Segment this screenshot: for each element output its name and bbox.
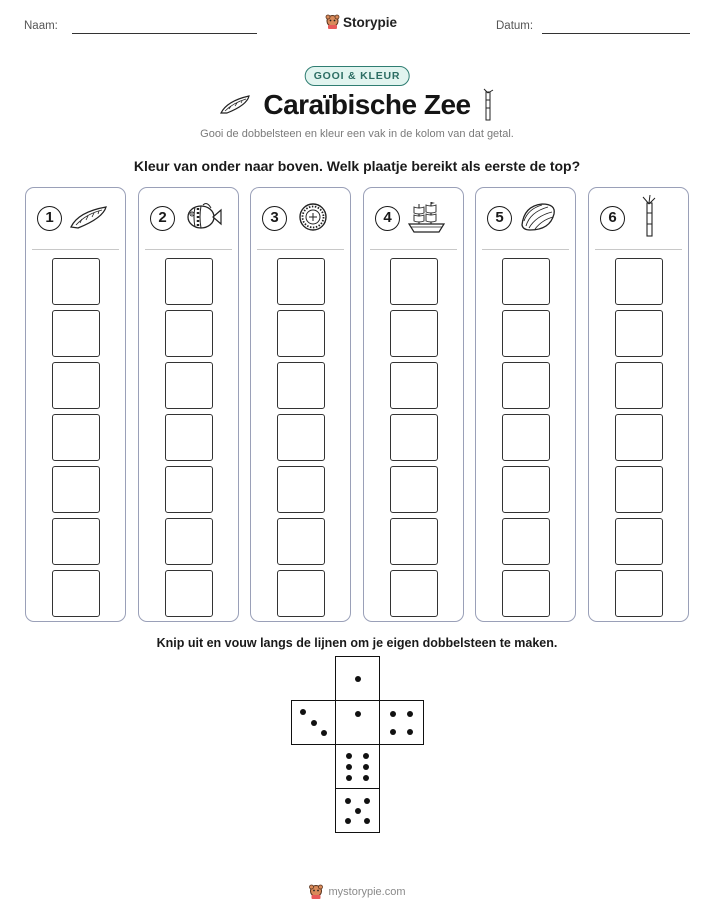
sugar-cane-icon	[631, 194, 673, 238]
instruction: Kleur van onder naar boven. Welk plaatje bereikt als eerste de top?	[133, 158, 581, 174]
ship-icon	[406, 200, 448, 236]
name-label: Naam:	[24, 20, 58, 32]
color-box[interactable]	[165, 518, 213, 565]
title-row	[0, 88, 714, 122]
color-box[interactable]	[615, 570, 663, 617]
column-header	[251, 188, 350, 248]
die-pip	[407, 729, 413, 735]
page-title: Caraïbische Zee	[263, 89, 471, 120]
brand-logo	[325, 14, 397, 30]
column-separator	[145, 249, 232, 250]
die-pip	[363, 753, 369, 759]
storypie-mascot-icon	[325, 14, 340, 30]
color-box[interactable]	[390, 414, 438, 461]
die-pip	[390, 729, 396, 735]
color-box[interactable]	[52, 570, 100, 617]
color-box[interactable]	[615, 414, 663, 461]
color-box[interactable]	[52, 414, 100, 461]
color-box[interactable]	[277, 414, 325, 461]
color-box[interactable]	[52, 310, 100, 357]
color-box[interactable]	[277, 258, 325, 305]
die-face-6	[335, 744, 380, 789]
column-header	[476, 188, 575, 248]
column-5	[475, 187, 576, 622]
column-2	[138, 187, 239, 622]
column-separator	[370, 249, 457, 250]
color-box[interactable]	[165, 414, 213, 461]
color-box[interactable]	[165, 570, 213, 617]
color-box[interactable]	[502, 258, 550, 305]
color-box[interactable]	[390, 362, 438, 409]
color-box[interactable]	[277, 362, 325, 409]
color-box[interactable]	[615, 518, 663, 565]
column-separator	[257, 249, 344, 250]
die-pip	[363, 764, 369, 770]
color-box[interactable]	[277, 310, 325, 357]
brand-name: Storypie	[343, 14, 398, 30]
color-box[interactable]	[390, 518, 438, 565]
color-box[interactable]	[502, 310, 550, 357]
color-box[interactable]	[615, 310, 663, 357]
die-pip	[355, 711, 361, 717]
die-pip	[311, 720, 317, 726]
die-pip	[390, 711, 396, 717]
color-box[interactable]	[165, 466, 213, 513]
cocoa-pod-icon	[518, 200, 560, 234]
die-pip	[345, 798, 351, 804]
color-box[interactable]	[277, 570, 325, 617]
column-number: 3	[262, 206, 287, 231]
color-box[interactable]	[52, 518, 100, 565]
color-box[interactable]	[615, 258, 663, 305]
column-separator	[595, 249, 682, 250]
die-pip	[364, 818, 370, 824]
color-box[interactable]	[502, 570, 550, 617]
die-instruction: Knip uit en vouw langs de lijnen om je eigen dobbelsteen te maken.	[156, 636, 558, 650]
die-pip	[346, 775, 352, 781]
color-box[interactable]	[165, 310, 213, 357]
color-box[interactable]	[277, 466, 325, 513]
footer-url[interactable]: mystorypie.com	[328, 886, 406, 898]
color-box[interactable]	[615, 362, 663, 409]
footer	[0, 884, 714, 900]
die-face-1	[335, 700, 380, 745]
die-pip	[346, 753, 352, 759]
fish-icon	[181, 200, 223, 234]
die-face-5	[335, 788, 380, 833]
color-box[interactable]	[277, 518, 325, 565]
column-number: 5	[487, 206, 512, 231]
die-face-3	[291, 700, 336, 745]
column-1	[25, 187, 126, 622]
name-line	[72, 33, 257, 34]
die-pip	[355, 676, 361, 682]
die-face-4	[379, 700, 424, 745]
color-box[interactable]	[165, 362, 213, 409]
column-separator	[32, 249, 119, 250]
color-box[interactable]	[502, 362, 550, 409]
canoe-icon	[219, 93, 253, 117]
column-6	[588, 187, 689, 622]
color-box[interactable]	[165, 258, 213, 305]
color-box[interactable]	[390, 570, 438, 617]
canoe-icon	[68, 200, 110, 234]
die-pip	[345, 818, 351, 824]
column-header	[139, 188, 238, 248]
color-box[interactable]	[52, 466, 100, 513]
color-box[interactable]	[52, 258, 100, 305]
color-box[interactable]	[502, 518, 550, 565]
column-header	[26, 188, 125, 248]
die-pip	[407, 711, 413, 717]
color-box[interactable]	[502, 466, 550, 513]
subtitle: Gooi de dobbelsteen en kleur een vak in de kolom van dat getal.	[200, 128, 514, 140]
column-number: 6	[600, 206, 625, 231]
column-number: 2	[150, 206, 175, 231]
column-number: 1	[37, 206, 62, 231]
color-box[interactable]	[390, 310, 438, 357]
color-box[interactable]	[390, 466, 438, 513]
color-box[interactable]	[615, 466, 663, 513]
color-box[interactable]	[502, 414, 550, 461]
color-box[interactable]	[390, 258, 438, 305]
die-pip	[321, 730, 327, 736]
die-pip	[346, 764, 352, 770]
die-pip	[355, 808, 361, 814]
storypie-mascot-icon	[308, 884, 324, 900]
date-label: Datum:	[496, 20, 534, 32]
die-pip	[364, 798, 370, 804]
color-box[interactable]	[52, 362, 100, 409]
coin-icon	[293, 200, 335, 234]
sugar-cane-icon	[481, 88, 495, 122]
date-line	[542, 33, 690, 34]
die-face-1	[335, 656, 380, 701]
column-separator	[482, 249, 569, 250]
column-header	[364, 188, 463, 248]
column-number: 4	[375, 206, 400, 231]
column-3	[250, 187, 351, 622]
column-header	[589, 188, 688, 248]
die-pip	[363, 775, 369, 781]
die-pip	[300, 709, 306, 715]
column-4	[363, 187, 464, 622]
activity-badge: GOOI & KLEUR	[305, 66, 410, 86]
